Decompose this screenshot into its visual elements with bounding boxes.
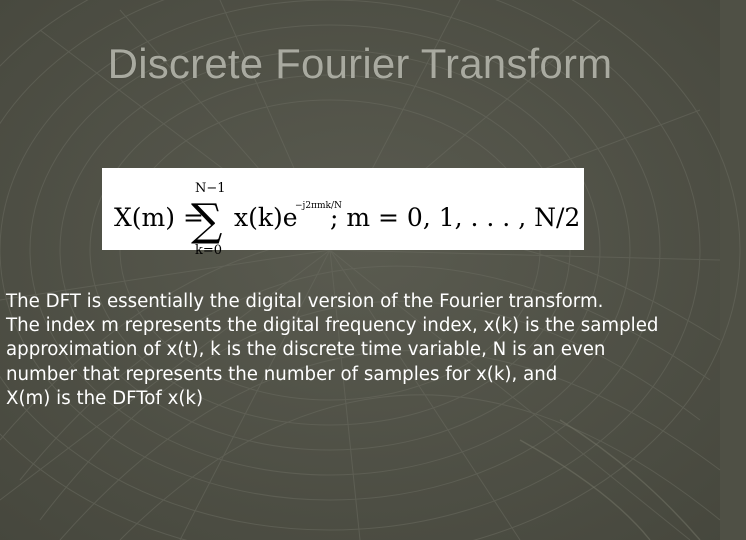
formula-sum-lower: k=0 (195, 243, 223, 258)
body-line: The index m represents the digital frequency index, x(k) is the sampled (6, 315, 659, 337)
formula-rhs: ; m = 0, 1, . . . , N/2 (330, 203, 581, 232)
formula-sum-symbol: ∑ (191, 195, 223, 246)
body-line: The DFT is essentially the digital version of the Fourier transform. (6, 291, 604, 312)
formula-summand: x(k)e (234, 203, 298, 232)
body-line: number that represents the number of samples for x(k), and (6, 363, 558, 385)
formula-lhs: X(m) = (114, 203, 204, 232)
body-line: approximation of x(t), k is the discrete time variable, N is an even (6, 339, 606, 361)
formula-exponent: −j2πmk/N (295, 201, 342, 211)
body-paragraph (6, 290, 746, 411)
body-line: X(m) is the DFTof x(k) (6, 387, 204, 409)
dft-formula-image (102, 168, 584, 258)
formula-sum-upper: N−1 (195, 181, 226, 196)
slide-title: Discrete Fourier Transform (107, 40, 613, 87)
